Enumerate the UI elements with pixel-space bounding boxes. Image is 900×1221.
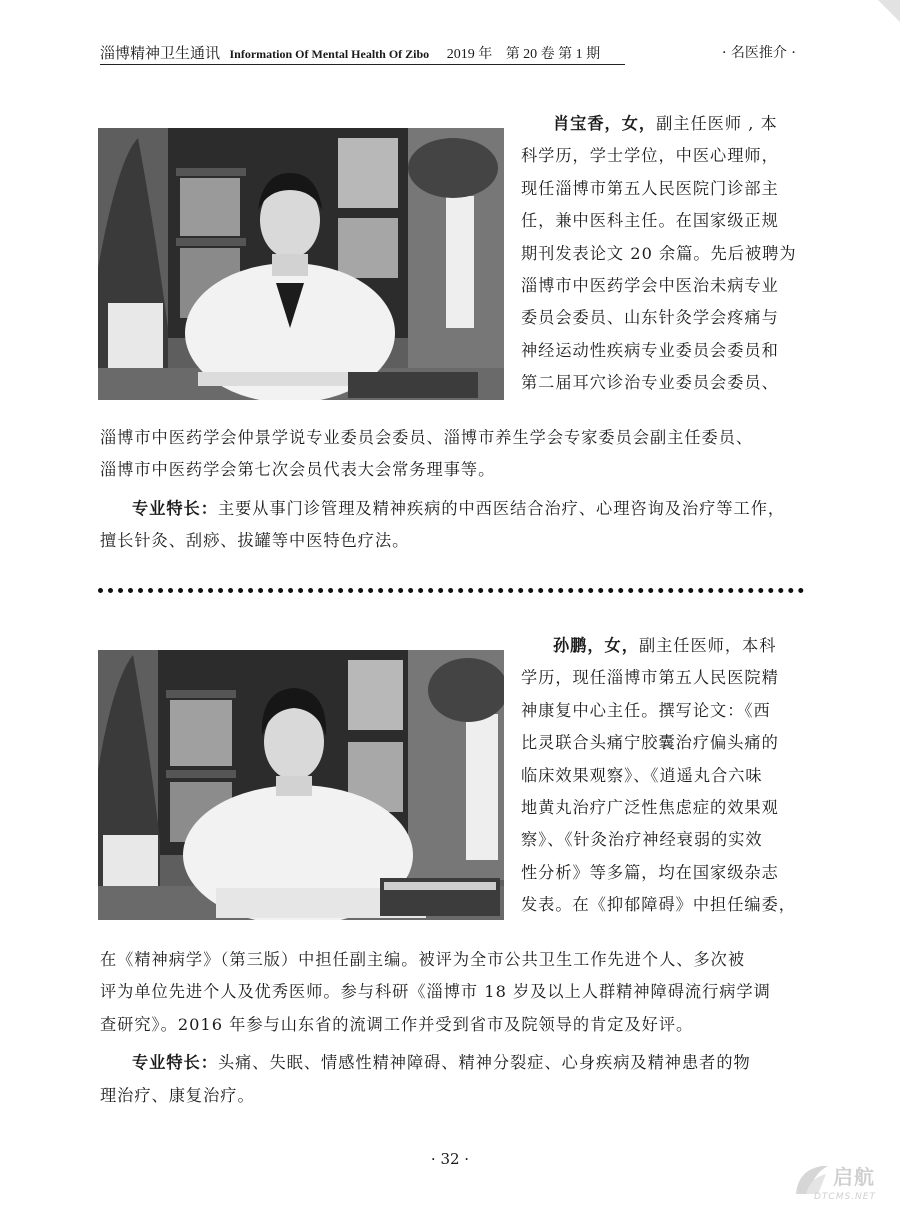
profile-1-specialty: [100, 493, 810, 525]
profile-1-line: 任，兼中医科主任。在国家级正规: [521, 211, 779, 231]
profile-2-name: 孙鹏，女，: [553, 636, 639, 655]
profile-1-line: 第二届耳穴诊治专业委员会委员、: [521, 373, 779, 393]
section-label: · 名医推介 ·: [722, 45, 796, 61]
profile-2-line: 性分析》等多篇，均在国家级杂志: [521, 862, 779, 882]
profile-2-line: 察》、《针灸治疗神经衰弱的实效: [521, 830, 763, 850]
profile-1-line: 委员会委员、山东针灸学会疼痛与: [521, 308, 779, 328]
profile-1-line: 期刊发表论文 20 余篇。先后被聘为: [521, 243, 797, 263]
profile-1-line: 神经运动性疾病专业委员会委员和: [521, 340, 779, 360]
profile-2-first-line-rest: 副主任医师，本科: [638, 636, 777, 655]
header-rule: [100, 64, 625, 65]
watermark-logo-text: 启航: [833, 1165, 875, 1189]
profile-2-full-line: 查研究》。2016 年参与山东省的流调工作并受到省市及院领导的肯定及好评。: [100, 1014, 694, 1034]
page-number: · 32 ·: [430, 1150, 470, 1168]
profile-1-line: 科学历，学士学位，中医心理师，: [521, 146, 779, 166]
profile-1-wrapped-text: [521, 108, 807, 400]
issue-year: 2019 年: [446, 47, 493, 62]
journal-title-zh: 淄博精神卫生通讯: [100, 46, 221, 62]
profile-2-specialty-text: 头痛、失眠、情感性精神障碍、精神分裂症、心身疾病及精神患者的物: [217, 1053, 751, 1073]
profile-1-specialty-cont: 擅长针灸、刮痧、拔罐等中医特色疗法。: [100, 531, 410, 551]
profile-1-first-line-rest: 副主任医师 , 本: [656, 114, 778, 133]
profile-1-full-text: [100, 422, 810, 558]
corner-fold-mark: [868, 0, 900, 32]
running-header: [100, 42, 600, 63]
profile-1-name: 肖宝香，女，: [553, 114, 657, 133]
profile-1-first-line: [521, 108, 807, 140]
profile-2-line: 地黄丸治疗广泛性焦虑症的效果观: [521, 798, 779, 818]
profile-2-line: 学历，现任淄博市第五人民医院精: [521, 668, 779, 688]
profile-1-full-line: 淄博市中医药学会第七次会员代表大会常务理事等。: [100, 460, 496, 480]
section-divider: [98, 588, 804, 593]
watermark-site: DTCMS.NET: [814, 1192, 876, 1202]
profile-2-specialty-label: 专业特长：: [132, 1053, 218, 1073]
profile-2-line: 比灵联合头痛宁胶囊治疗偏头痛的: [521, 733, 779, 753]
doctor-photo-2: [98, 650, 504, 920]
profile-2-full-line: 在《精神病学》（第三版）中担任副主编。被评为全市公共卫生工作先进个人、多次被: [100, 950, 746, 969]
profile-1-line: 现任淄博市第五人民医院门诊部主: [521, 178, 779, 198]
profile-2-full-text: [100, 944, 810, 1112]
profile-1-specialty-label: 专业特长：: [132, 498, 218, 518]
journal-title-en: Information Of Mental Health Of Zibo: [229, 47, 430, 61]
profile-2-full-line: 评为单位先进个人及优秀医师。参与科研《淄博市 18 岁及以上人群精神障碍流行病学调: [100, 982, 771, 1002]
profile-2-line: 神康复中心主任。撰写论文：《西: [521, 700, 771, 720]
profile-2-line: 发表。在《抑郁障碍》中担任编委，: [521, 895, 796, 915]
profile-2-first-line: [521, 630, 807, 662]
profile-2-wrapped-text: [521, 630, 807, 922]
profile-2-line: 临床效果观察》、《逍遥丸合六味: [521, 765, 763, 785]
issue-volume: 第 20 卷 第 1 期: [505, 47, 601, 62]
profile-2-specialty: [100, 1047, 810, 1079]
profile-2-specialty-cont: 理治疗、康复治疗。: [100, 1085, 255, 1105]
profile-1-line: 淄博市中医药学会中医治未病专业: [521, 276, 779, 296]
profile-1-full-line: 淄博市中医药学会仲景学说专业委员会委员、淄博市养生学会专家委员会副主任委员、: [100, 428, 754, 447]
doctor-photo-1: [98, 128, 504, 400]
profile-1-specialty-text: 主要从事门诊管理及精神疾病的中西医结合治疗、心理咨询及治疗等工作，: [217, 498, 786, 518]
